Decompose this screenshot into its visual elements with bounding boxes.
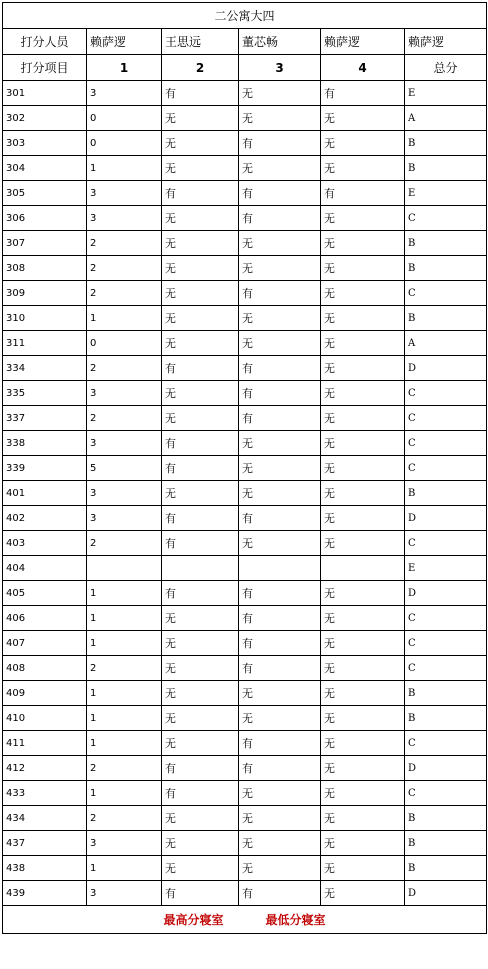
total-label: 总分	[405, 55, 487, 81]
mark-cell: 无	[321, 581, 405, 606]
room-number-cell: 411	[3, 731, 87, 756]
mark-cell: 无	[321, 856, 405, 881]
score-cell: 2	[87, 281, 162, 306]
mark-cell: 有	[162, 81, 239, 106]
mark-cell: 有	[162, 781, 239, 806]
room-number-cell: 433	[3, 781, 87, 806]
mark-cell: 无	[321, 806, 405, 831]
mark-cell: 无	[162, 806, 239, 831]
table-row	[3, 781, 487, 806]
mark-cell: 无	[321, 606, 405, 631]
mark-cell: 有	[162, 431, 239, 456]
score-cell: 1	[87, 156, 162, 181]
table-row	[3, 531, 487, 556]
grade-cell: B	[405, 706, 487, 731]
grade-cell: D	[405, 356, 487, 381]
mark-cell: 有	[239, 731, 321, 756]
mark-cell: 无	[321, 706, 405, 731]
score-cell: 1	[87, 781, 162, 806]
room-number-cell: 402	[3, 506, 87, 531]
table-row	[3, 381, 487, 406]
mark-cell: 无	[239, 256, 321, 281]
mark-cell: 有	[239, 756, 321, 781]
score-cell: 1	[87, 706, 162, 731]
grade-cell: B	[405, 231, 487, 256]
mark-cell: 有	[162, 581, 239, 606]
mark-cell: 无	[321, 631, 405, 656]
scorer-name: 赖萨逻	[87, 29, 162, 55]
table-row	[3, 831, 487, 856]
score-cell: 3	[87, 431, 162, 456]
mark-cell: 有	[239, 356, 321, 381]
grade-cell: C	[405, 631, 487, 656]
scorer-label: 打分人员	[3, 29, 87, 55]
grade-cell: C	[405, 456, 487, 481]
table-row	[3, 431, 487, 456]
mark-cell: 无	[321, 306, 405, 331]
room-number-cell: 408	[3, 656, 87, 681]
score-cell: 2	[87, 256, 162, 281]
score-cell: 2	[87, 406, 162, 431]
mark-cell: 无	[162, 606, 239, 631]
mark-cell: 有	[239, 581, 321, 606]
grade-cell: C	[405, 206, 487, 231]
footer-cell	[3, 906, 487, 934]
mark-cell: 无	[321, 156, 405, 181]
table-row	[3, 181, 487, 206]
mark-cell: 有	[239, 281, 321, 306]
table-row	[3, 556, 487, 581]
room-number-cell: 302	[3, 106, 87, 131]
room-number-cell: 404	[3, 556, 87, 581]
grade-cell: D	[405, 881, 487, 906]
grade-cell: E	[405, 181, 487, 206]
mark-cell	[239, 556, 321, 581]
room-number-cell: 306	[3, 206, 87, 231]
mark-cell: 无	[321, 881, 405, 906]
room-number-cell: 309	[3, 281, 87, 306]
mark-cell: 无	[162, 831, 239, 856]
mark-cell: 无	[162, 106, 239, 131]
score-cell: 2	[87, 531, 162, 556]
mark-cell: 无	[162, 706, 239, 731]
scorer-name: 董芯畅	[239, 29, 321, 55]
mark-cell: 无	[239, 106, 321, 131]
mark-cell: 无	[321, 731, 405, 756]
table-row	[3, 206, 487, 231]
mark-cell: 有	[162, 531, 239, 556]
mark-cell: 无	[239, 781, 321, 806]
mark-cell: 无	[321, 656, 405, 681]
mark-cell: 无	[239, 81, 321, 106]
grade-cell: B	[405, 481, 487, 506]
score-cell: 0	[87, 106, 162, 131]
grade-cell: C	[405, 531, 487, 556]
mark-cell: 无	[162, 406, 239, 431]
mark-cell: 无	[162, 481, 239, 506]
score-cell: 3	[87, 381, 162, 406]
mark-cell: 有	[321, 181, 405, 206]
mark-cell: 无	[321, 431, 405, 456]
room-number-cell: 310	[3, 306, 87, 331]
mark-cell: 无	[239, 856, 321, 881]
mark-cell: 无	[162, 231, 239, 256]
mark-cell: 有	[321, 81, 405, 106]
grade-cell: B	[405, 156, 487, 181]
mark-cell	[162, 556, 239, 581]
mark-cell: 无	[162, 656, 239, 681]
table-row	[3, 581, 487, 606]
table-row	[3, 631, 487, 656]
highest-score-label: 最高分寝室	[163, 913, 224, 927]
mark-cell: 无	[162, 381, 239, 406]
room-number-cell: 303	[3, 131, 87, 156]
grade-cell: B	[405, 856, 487, 881]
room-number-cell: 405	[3, 581, 87, 606]
room-number-cell: 311	[3, 331, 87, 356]
grade-cell: E	[405, 556, 487, 581]
score-cell: 3	[87, 506, 162, 531]
mark-cell: 无	[321, 381, 405, 406]
room-number-cell: 401	[3, 481, 87, 506]
score-cell: 3	[87, 481, 162, 506]
item-number: 4	[321, 55, 405, 81]
table-row	[3, 881, 487, 906]
mark-cell: 无	[321, 481, 405, 506]
room-number-cell: 410	[3, 706, 87, 731]
score-cell: 3	[87, 881, 162, 906]
room-number-cell: 406	[3, 606, 87, 631]
mark-cell: 无	[321, 256, 405, 281]
grade-cell: D	[405, 756, 487, 781]
mark-cell: 有	[239, 881, 321, 906]
mark-cell: 无	[239, 306, 321, 331]
table-row	[3, 106, 487, 131]
score-cell: 1	[87, 731, 162, 756]
mark-cell: 有	[162, 756, 239, 781]
mark-cell: 有	[239, 131, 321, 156]
mark-cell: 无	[162, 156, 239, 181]
mark-cell: 有	[162, 881, 239, 906]
score-cell: 2	[87, 806, 162, 831]
mark-cell: 无	[321, 531, 405, 556]
table-row	[3, 356, 487, 381]
mark-cell: 无	[321, 281, 405, 306]
room-number-cell: 409	[3, 681, 87, 706]
room-number-cell: 437	[3, 831, 87, 856]
scorer-name: 赖萨逻	[321, 29, 405, 55]
footer-row	[3, 906, 487, 934]
mark-cell: 有	[239, 631, 321, 656]
room-number-cell: 407	[3, 631, 87, 656]
room-number-cell: 307	[3, 231, 87, 256]
score-cell: 1	[87, 306, 162, 331]
score-cell: 1	[87, 856, 162, 881]
grade-cell: E	[405, 81, 487, 106]
score-cell: 5	[87, 456, 162, 481]
mark-cell: 无	[239, 231, 321, 256]
mark-cell: 无	[162, 331, 239, 356]
mark-cell: 无	[162, 731, 239, 756]
mark-cell: 无	[239, 531, 321, 556]
mark-cell: 无	[239, 706, 321, 731]
mark-cell: 有	[162, 506, 239, 531]
grade-cell: C	[405, 406, 487, 431]
score-cell: 2	[87, 231, 162, 256]
table-row	[3, 731, 487, 756]
score-cell: 3	[87, 181, 162, 206]
mark-cell: 无	[321, 681, 405, 706]
item-number: 1	[87, 55, 162, 81]
mark-cell: 无	[321, 456, 405, 481]
mark-cell: 有	[162, 456, 239, 481]
item-number: 2	[162, 55, 239, 81]
score-cell: 0	[87, 331, 162, 356]
mark-cell	[321, 556, 405, 581]
mark-cell: 无	[239, 831, 321, 856]
mark-cell: 无	[162, 281, 239, 306]
grade-cell: B	[405, 131, 487, 156]
mark-cell: 无	[321, 506, 405, 531]
mark-cell: 无	[162, 206, 239, 231]
mark-cell: 有	[239, 606, 321, 631]
table-row	[3, 331, 487, 356]
mark-cell: 有	[239, 656, 321, 681]
item-number: 3	[239, 55, 321, 81]
table-row	[3, 681, 487, 706]
table-row	[3, 306, 487, 331]
table-row	[3, 506, 487, 531]
mark-cell: 无	[321, 781, 405, 806]
room-number-cell: 334	[3, 356, 87, 381]
table-row	[3, 281, 487, 306]
grade-cell: B	[405, 831, 487, 856]
score-cell: 1	[87, 581, 162, 606]
mark-cell: 无	[239, 481, 321, 506]
table-title: 二公寓大四	[3, 3, 487, 29]
grade-cell: A	[405, 106, 487, 131]
room-number-cell: 339	[3, 456, 87, 481]
mark-cell: 无	[321, 231, 405, 256]
table-row	[3, 456, 487, 481]
room-number-cell: 403	[3, 531, 87, 556]
mark-cell: 有	[239, 381, 321, 406]
mark-cell: 无	[321, 356, 405, 381]
grade-cell: B	[405, 681, 487, 706]
lowest-score-label: 最低分寝室	[265, 913, 326, 927]
grade-cell: C	[405, 281, 487, 306]
mark-cell: 无	[162, 306, 239, 331]
mark-cell: 无	[239, 681, 321, 706]
mark-cell: 无	[239, 456, 321, 481]
mark-cell: 无	[162, 256, 239, 281]
table-row	[3, 481, 487, 506]
mark-cell: 无	[321, 831, 405, 856]
score-cell: 3	[87, 81, 162, 106]
score-cell: 2	[87, 756, 162, 781]
table-row	[3, 656, 487, 681]
item-label: 打分项目	[3, 55, 87, 81]
score-cell: 2	[87, 656, 162, 681]
scorer-name: 王思远	[162, 29, 239, 55]
grade-cell: B	[405, 806, 487, 831]
room-number-cell: 301	[3, 81, 87, 106]
room-number-cell: 439	[3, 881, 87, 906]
mark-cell: 有	[239, 506, 321, 531]
mark-cell: 有	[162, 181, 239, 206]
grade-cell: C	[405, 656, 487, 681]
mark-cell: 无	[321, 331, 405, 356]
room-number-cell: 308	[3, 256, 87, 281]
mark-cell: 无	[162, 631, 239, 656]
score-cell: 3	[87, 206, 162, 231]
table-row	[3, 756, 487, 781]
mark-cell: 无	[162, 131, 239, 156]
score-table	[2, 2, 487, 934]
grade-cell: C	[405, 731, 487, 756]
score-cell: 0	[87, 131, 162, 156]
room-number-cell: 434	[3, 806, 87, 831]
mark-cell: 无	[321, 406, 405, 431]
score-sheet	[2, 2, 486, 934]
room-number-cell: 337	[3, 406, 87, 431]
score-cell: 1	[87, 606, 162, 631]
score-cell: 2	[87, 356, 162, 381]
mark-cell: 无	[321, 206, 405, 231]
table-row	[3, 131, 487, 156]
score-cell: 1	[87, 631, 162, 656]
mark-cell: 无	[321, 756, 405, 781]
room-number-cell: 338	[3, 431, 87, 456]
table-row	[3, 856, 487, 881]
room-number-cell: 335	[3, 381, 87, 406]
table-row	[3, 706, 487, 731]
room-number-cell: 305	[3, 181, 87, 206]
table-row	[3, 806, 487, 831]
grade-cell: C	[405, 381, 487, 406]
mark-cell: 无	[239, 806, 321, 831]
grade-cell: B	[405, 306, 487, 331]
mark-cell: 无	[321, 131, 405, 156]
table-row	[3, 81, 487, 106]
mark-cell: 有	[162, 356, 239, 381]
room-number-cell: 304	[3, 156, 87, 181]
mark-cell: 无	[239, 431, 321, 456]
mark-cell: 无	[162, 681, 239, 706]
mark-cell: 无	[239, 156, 321, 181]
mark-cell: 无	[321, 106, 405, 131]
grade-cell: B	[405, 256, 487, 281]
table-row	[3, 406, 487, 431]
score-cell: 1	[87, 681, 162, 706]
mark-cell: 无	[162, 856, 239, 881]
mark-cell: 有	[239, 406, 321, 431]
table-row	[3, 606, 487, 631]
grade-cell: D	[405, 506, 487, 531]
scorer-name: 赖萨逻	[405, 29, 487, 55]
mark-cell: 有	[239, 181, 321, 206]
room-number-cell: 438	[3, 856, 87, 881]
mark-cell: 无	[239, 331, 321, 356]
grade-cell: A	[405, 331, 487, 356]
table-row	[3, 156, 487, 181]
score-cell	[87, 556, 162, 581]
grade-cell: C	[405, 431, 487, 456]
grade-cell: C	[405, 606, 487, 631]
grade-cell: C	[405, 781, 487, 806]
table-row	[3, 231, 487, 256]
grade-cell: D	[405, 581, 487, 606]
mark-cell: 有	[239, 206, 321, 231]
room-number-cell: 412	[3, 756, 87, 781]
score-cell: 3	[87, 831, 162, 856]
table-row	[3, 256, 487, 281]
